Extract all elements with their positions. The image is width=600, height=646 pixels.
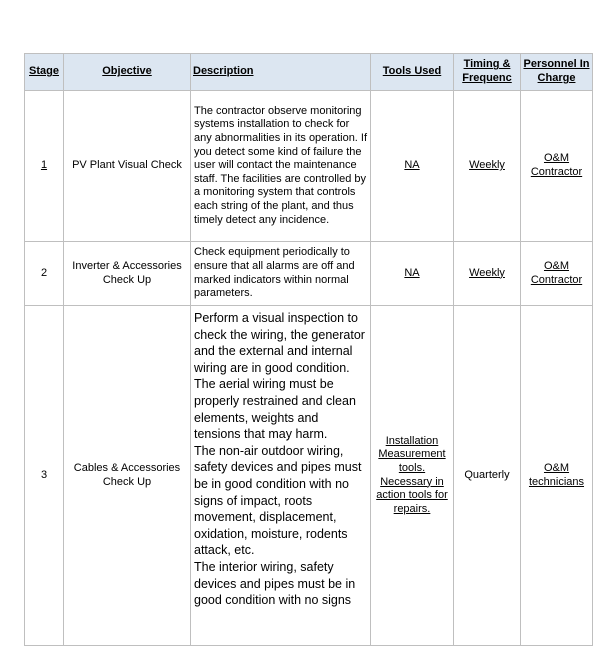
cell-stage: 1 bbox=[25, 91, 64, 242]
description-line: Perform a visual inspection to check the wiring, the generator and the external and internal wiring are in good condition. bbox=[194, 311, 365, 375]
table-row bbox=[25, 242, 593, 306]
header-stage: Stage bbox=[25, 54, 64, 91]
description-line: The interior wiring, safety devices and pipes must be in good condition with no signs bbox=[194, 559, 356, 608]
table-header-row bbox=[25, 54, 593, 91]
cell-objective: PV Plant Visual Check bbox=[64, 91, 191, 242]
cell-personnel: O&M Contractor bbox=[521, 91, 593, 242]
cell-objective: Cables & Accessories Check Up bbox=[64, 306, 191, 646]
cell-stage: 3 bbox=[25, 306, 64, 646]
cell-description: The contractor observe monitoring systems installation to check for any abnormalities in its operation. If you detect some kind of failure the user will contact the maintenance staff. The facilities are controlled by a monitoring system that controls each string of the plant, and thus timely detect any incidence. bbox=[191, 91, 371, 242]
cell-timing: Quarterly bbox=[454, 306, 521, 646]
header-timing: Timing & Frequenc bbox=[454, 54, 521, 91]
cell-tools: NA bbox=[371, 242, 454, 306]
header-tools: Tools Used bbox=[371, 54, 454, 91]
om-schedule-table bbox=[24, 53, 593, 646]
cell-timing: Weekly bbox=[454, 91, 521, 242]
cell-description bbox=[191, 306, 371, 646]
header-personnel: Personnel In Charge bbox=[521, 54, 593, 91]
cell-description: Check equipment periodically to ensure that all alarms are off and marked indicators within normal parameters. bbox=[191, 242, 371, 306]
description-line: The aerial wiring must be properly restrained and clean elements, weights and tensions that may harm. bbox=[194, 377, 356, 442]
cell-stage: 2 bbox=[25, 242, 64, 306]
header-objective: Objective bbox=[64, 54, 191, 91]
cell-tools: Installation Measurement tools. Necessary in action tools for repairs. bbox=[371, 306, 454, 646]
description-line: The non-air outdoor wiring, safety devices and pipes must be in good condition with no signs of impact, roots movement, displacement, oxidation, moisture, rodents attack, etc. bbox=[194, 443, 362, 558]
cell-tools: NA bbox=[371, 91, 454, 242]
cell-personnel: O&M Contractor bbox=[521, 242, 593, 306]
header-description: Description bbox=[191, 54, 371, 91]
cell-objective: Inverter & Accessories Check Up bbox=[64, 242, 191, 306]
table-row bbox=[25, 91, 593, 242]
table-row bbox=[25, 306, 593, 646]
cell-personnel: O&M technicians bbox=[521, 306, 593, 646]
cell-timing: Weekly bbox=[454, 242, 521, 306]
